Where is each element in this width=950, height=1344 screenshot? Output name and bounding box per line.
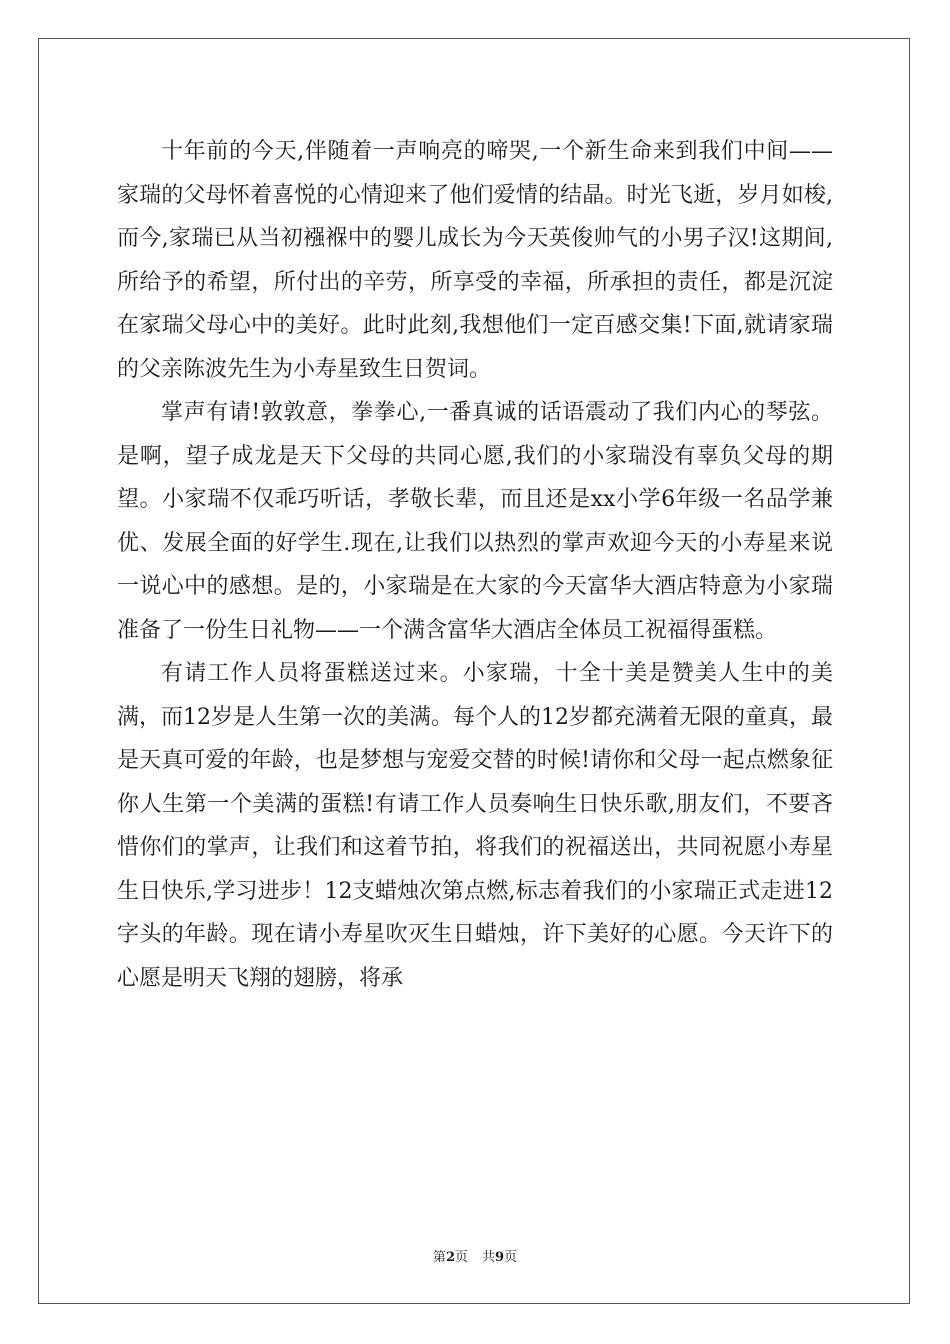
- total-label-suffix: 页: [504, 1250, 518, 1265]
- page-footer: [0, 1246, 950, 1265]
- paragraph: 有请工作人员将蛋糕送过来。小家瑞，十全十美是赞美人生中的美满，而12岁是人生第一次的美满。每个人的12岁都充满着无限的童真，最是天真可爱的年龄，也是梦想与宠爱交替的时候!请你和父母一起点燃象征你人生第一个美满的蛋糕!有请工作人员奏响生日快乐歌,朋友们，不要吝惜你们的掌声，让我们和这着节拍，将我们的祝福送出，共同祝愿小寿星生日快乐,学习进步！12支蜡烛次第点燃,标志着我们的小家瑞正式走进12字头的年龄。现在请小寿星吹灭生日蜡烛，许下美好的心愿。今天许下的心愿是明天飞翔的翅膀，将承: [117, 661, 833, 991]
- document-body: [117, 130, 833, 1000]
- current-page-number: 2: [445, 1250, 455, 1265]
- page-label-prefix: 第: [432, 1250, 446, 1265]
- paragraph: 十年前的今天,伴随着一声响亮的啼哭,一个新生命来到我们中间——家瑞的父母怀着喜悦的心情迎来了他们爱情的结晶。时光飞逝，岁月如梭,而今,家瑞已从当初襁褓中的婴儿成长为今天英俊帅气的小男子汉!这期间,所给予的希望，所付出的辛劳，所享受的幸福，所承担的责任，都是沉淀在家瑞父母心中的美好。此时此刻,我想他们一定百感交集!下面,就请家瑞的父亲陈波先生为小寿星致生日贺词。: [117, 139, 833, 382]
- total-label-prefix: 共: [482, 1250, 496, 1265]
- paragraph: 掌声有请!敦敦意，拳拳心,一番真诚的话语震动了我们内心的琴弦。是啊，望子成龙是天下父母的共同心愿,我们的小家瑞没有辜负父母的期望。小家瑞不仅乖巧听话，孝敬长辈，而且还是xx小学6年级一名品学兼优、发展全面的好学生.现在,让我们以热烈的掌声欢迎今天的小寿星来说一说心中的感想。是的，小家瑞是在大家的今天富华大酒店特意为小家瑞准备了一份生日礼物——一个满含富华大酒店全体员工祝福得蛋糕。: [117, 400, 833, 643]
- total-pages-number: 9: [495, 1250, 505, 1265]
- page-label-suffix: 页: [454, 1250, 468, 1265]
